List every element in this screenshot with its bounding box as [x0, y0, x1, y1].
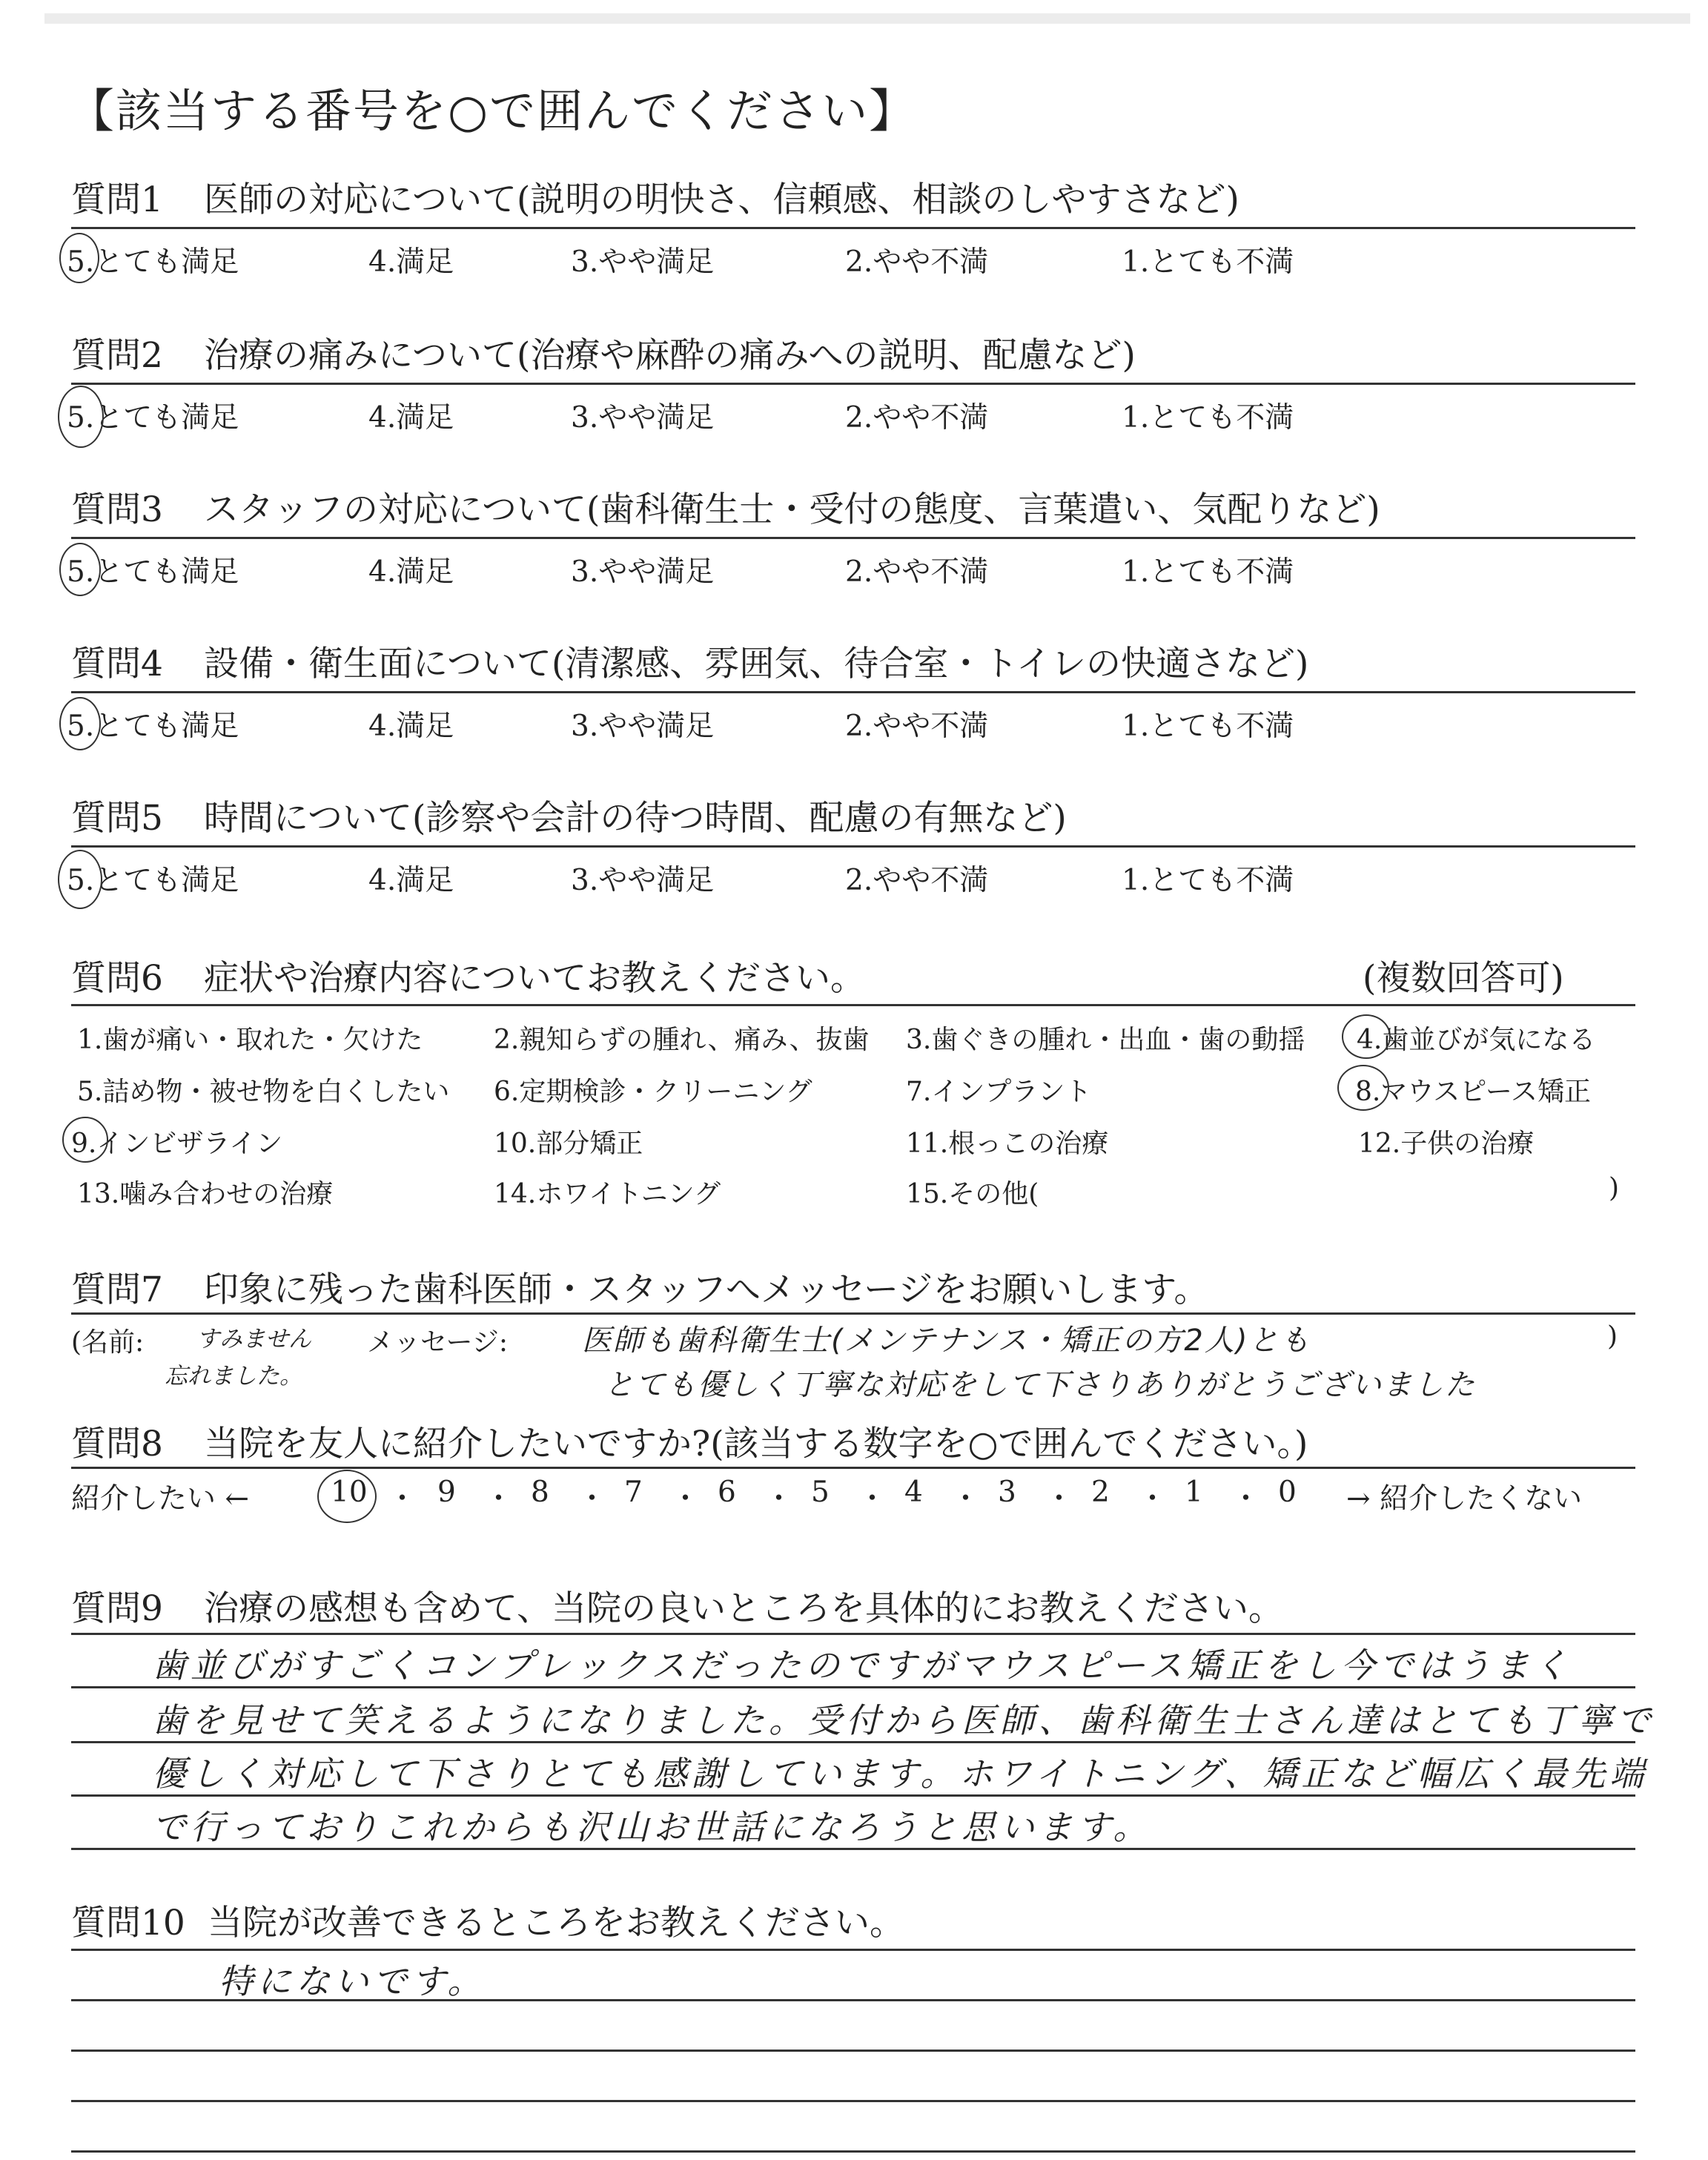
symptom-option-14[interactable]: 14.ホワイトニング	[494, 1179, 721, 1209]
symptom-option-12[interactable]: 12.子供の治療	[1358, 1129, 1535, 1159]
question-text: 治療の痛みについて(治療や麻酔の痛みへの説明、配慮など)	[204, 335, 1136, 376]
selection-circle-8	[1337, 1065, 1389, 1111]
scale-dot: ・	[1138, 1482, 1168, 1516]
scale-dot: ・	[484, 1482, 514, 1516]
rating-option-2[interactable]: 2.やや不満	[845, 245, 989, 279]
handwritten-improvement-answer: 特にないです。	[219, 1961, 486, 2001]
selection-circle	[59, 697, 101, 750]
scale-9[interactable]: 9	[437, 1476, 456, 1509]
scale-dot: ・	[388, 1482, 417, 1516]
rating-option-2[interactable]: 2.やや不満	[845, 710, 989, 743]
selection-circle-10	[317, 1470, 377, 1523]
scale-left-label: 紹介したい ←	[71, 1482, 250, 1516]
handwritten-message-line-2: とても優しく丁寧な対応をして下さりありがとうございました	[604, 1368, 1476, 1402]
question-text: 印象に残った歯科医師・スタッフへメッセージをお願いします。	[204, 1269, 1209, 1310]
handwritten-message-line-1: 医師も歯科衛生士(メンテナンス・矯正の方2人)とも	[582, 1324, 1311, 1358]
rating-option-4[interactable]: 4.満足	[368, 245, 454, 279]
rating-option-4[interactable]: 4.満足	[368, 401, 454, 435]
scale-dot: ・	[671, 1482, 701, 1516]
symptom-option-7[interactable]: 7.インプラント	[906, 1077, 1092, 1107]
rating-option-4[interactable]: 4.満足	[368, 864, 454, 897]
question-text: 症状や治療内容についてお教えください。	[204, 958, 866, 999]
selection-circle	[58, 850, 102, 909]
other-close-paren: )	[1609, 1173, 1620, 1203]
rating-option-2[interactable]: 2.やや不満	[845, 555, 989, 589]
handwritten-answer-line-3: 優しく対応して下さりとても感謝しています。ホワイトニング、矯正など幅広く最先端	[152, 1754, 1649, 1794]
rating-option-1[interactable]: 1.とても不満	[1122, 710, 1294, 743]
handwritten-name-line-1: すみません	[196, 1326, 311, 1353]
question-text: 時間について(診察や会計の待つ時間、配慮の有無など)	[204, 798, 1067, 839]
rule-line	[71, 383, 1635, 385]
scale-0[interactable]: 0	[1278, 1476, 1297, 1509]
scale-dot: ・	[1231, 1482, 1261, 1516]
symptom-option-15[interactable]: 15.その他(	[906, 1179, 1039, 1209]
selection-circle	[59, 233, 99, 283]
scale-dot: ・	[951, 1482, 981, 1516]
multiple-answer-note: (複数回答可)	[1363, 958, 1564, 999]
rating-option-2[interactable]: 2.やや不満	[845, 864, 989, 897]
rule-line	[71, 1312, 1635, 1315]
rule-line	[71, 1949, 1635, 1951]
selection-circle-4	[1342, 1014, 1391, 1059]
question-label: 質問5	[71, 798, 163, 839]
question-label: 質問3	[71, 489, 163, 530]
rule-line	[71, 845, 1635, 848]
symptom-option-6[interactable]: 6.定期検診・クリーニング	[494, 1077, 812, 1107]
rating-option-5[interactable]: 5.とても満足	[67, 555, 239, 589]
scale-dot: ・	[858, 1482, 887, 1516]
question-label: 質問10	[71, 1903, 185, 1943]
rating-option-3[interactable]: 3.やや満足	[571, 864, 715, 897]
question-label: 質問6	[71, 958, 163, 999]
rating-option-3[interactable]: 3.やや満足	[571, 245, 715, 279]
scale-7[interactable]: 7	[624, 1476, 643, 1509]
rule-line	[71, 1467, 1635, 1469]
symptom-option-13[interactable]: 13.噛み合わせの治療	[77, 1179, 334, 1209]
rating-option-2[interactable]: 2.やや不満	[845, 401, 989, 435]
question-text: スタッフの対応について(歯科衛生士・受付の態度、言葉遣い、気配りなど)	[204, 489, 1380, 530]
rating-option-5[interactable]: 5.とても満足	[67, 401, 239, 435]
rating-option-4[interactable]: 4.満足	[368, 710, 454, 743]
selection-circle-9	[62, 1117, 108, 1163]
handwritten-answer-line-1: 歯並びがすごくコンプレックスだったのですがマウスピース矯正をし今ではうまく	[152, 1645, 1572, 1685]
symptom-option-1[interactable]: 1.歯が痛い・取れた・欠けた	[77, 1025, 423, 1055]
symptom-option-10[interactable]: 10.部分矯正	[494, 1129, 643, 1159]
question-text: 設備・衛生面について(清潔感、雰囲気、待合室・トイレの快適さなど)	[204, 644, 1309, 684]
handwritten-answer-line-2: 歯を見せて笑えるようになりました。受付から医師、歯科衛生士さん達はとても丁寧で	[152, 1700, 1655, 1740]
scale-6[interactable]: 6	[718, 1476, 736, 1509]
selection-circle	[59, 543, 101, 596]
scale-dot: ・	[1045, 1482, 1074, 1516]
scale-dot: ・	[764, 1482, 794, 1516]
question-label: 質問4	[71, 644, 163, 684]
rule-line	[71, 1004, 1635, 1006]
scale-4[interactable]: 4	[904, 1476, 923, 1509]
question-text: 当院を友人に紹介したいですか?(該当する数字を○で囲んでください。)	[204, 1424, 1308, 1464]
name-label: (名前:	[71, 1327, 145, 1358]
question-text: 医師の対応について(説明の明快さ、信頼感、相談のしやすさなど)	[204, 179, 1239, 220]
rule-line	[71, 2050, 1635, 2052]
rating-option-5[interactable]: 5.とても満足	[67, 864, 239, 897]
question-text: 治療の感想も含めて、当院の良いところを具体的にお教えください。	[204, 1588, 1284, 1629]
scale-dot: ・	[577, 1482, 607, 1516]
rating-option-1[interactable]: 1.とても不満	[1122, 401, 1294, 435]
rule-line	[71, 2100, 1635, 2102]
question-text: 当院が改善できるところをお教えください。	[208, 1903, 904, 1943]
scale-10[interactable]: 10	[331, 1476, 368, 1509]
symptom-option-3[interactable]: 3.歯ぐきの腫れ・出血・歯の動揺	[906, 1025, 1305, 1055]
scan-edge	[44, 13, 1690, 24]
message-label: メッセージ:	[367, 1327, 508, 1358]
rating-option-1[interactable]: 1.とても不満	[1122, 864, 1294, 897]
question-label: 質問7	[71, 1269, 163, 1310]
symptom-option-4[interactable]: 4.歯並びが気になる	[1357, 1025, 1596, 1055]
selection-circle	[58, 386, 104, 448]
rule-line	[71, 691, 1635, 693]
rating-option-1[interactable]: 1.とても不満	[1122, 555, 1294, 589]
question-label: 質問2	[71, 335, 163, 376]
rating-option-1[interactable]: 1.とても不満	[1122, 245, 1294, 279]
rule-line	[71, 227, 1635, 229]
question-label: 質問1	[71, 179, 163, 220]
rule-line	[71, 2150, 1635, 2153]
scale-1[interactable]: 1	[1185, 1476, 1203, 1509]
rule-line	[71, 1633, 1635, 1635]
rating-option-3[interactable]: 3.やや満足	[571, 710, 715, 743]
scale-8[interactable]: 8	[531, 1476, 549, 1509]
rating-option-3[interactable]: 3.やや満足	[571, 401, 715, 435]
page-title: 【該当する番号を○で囲んでください】	[68, 84, 917, 138]
symptom-option-5[interactable]: 5.詰め物・被せ物を白くしたい	[77, 1077, 450, 1107]
rule-line	[71, 537, 1635, 539]
symptom-option-8[interactable]: 8.マウスピース矯正	[1355, 1077, 1592, 1107]
rating-option-4[interactable]: 4.満足	[368, 555, 454, 589]
symptom-option-9[interactable]: 9.インビザライン	[71, 1129, 283, 1159]
message-close-paren: )	[1607, 1321, 1618, 1352]
handwritten-name-line-2: 忘れました。	[165, 1363, 302, 1390]
question-label: 質問9	[71, 1588, 163, 1629]
question-label: 質問8	[71, 1424, 163, 1464]
scale-2[interactable]: 2	[1091, 1476, 1110, 1509]
handwritten-answer-line-4: で行っておりこれからも沢山お世話になろうと思います。	[152, 1807, 1152, 1847]
scale-3[interactable]: 3	[998, 1476, 1016, 1509]
scale-5[interactable]: 5	[811, 1476, 830, 1509]
rating-option-5[interactable]: 5.とても満足	[67, 245, 239, 279]
rating-option-5[interactable]: 5.とても満足	[67, 710, 239, 743]
symptom-option-11[interactable]: 11.根っこの治療	[906, 1129, 1109, 1159]
scale-right-label: → 紹介したくない	[1346, 1482, 1583, 1516]
symptom-option-2[interactable]: 2.親知らずの腫れ、痛み、抜歯	[494, 1025, 870, 1055]
rating-option-3[interactable]: 3.やや満足	[571, 555, 715, 589]
